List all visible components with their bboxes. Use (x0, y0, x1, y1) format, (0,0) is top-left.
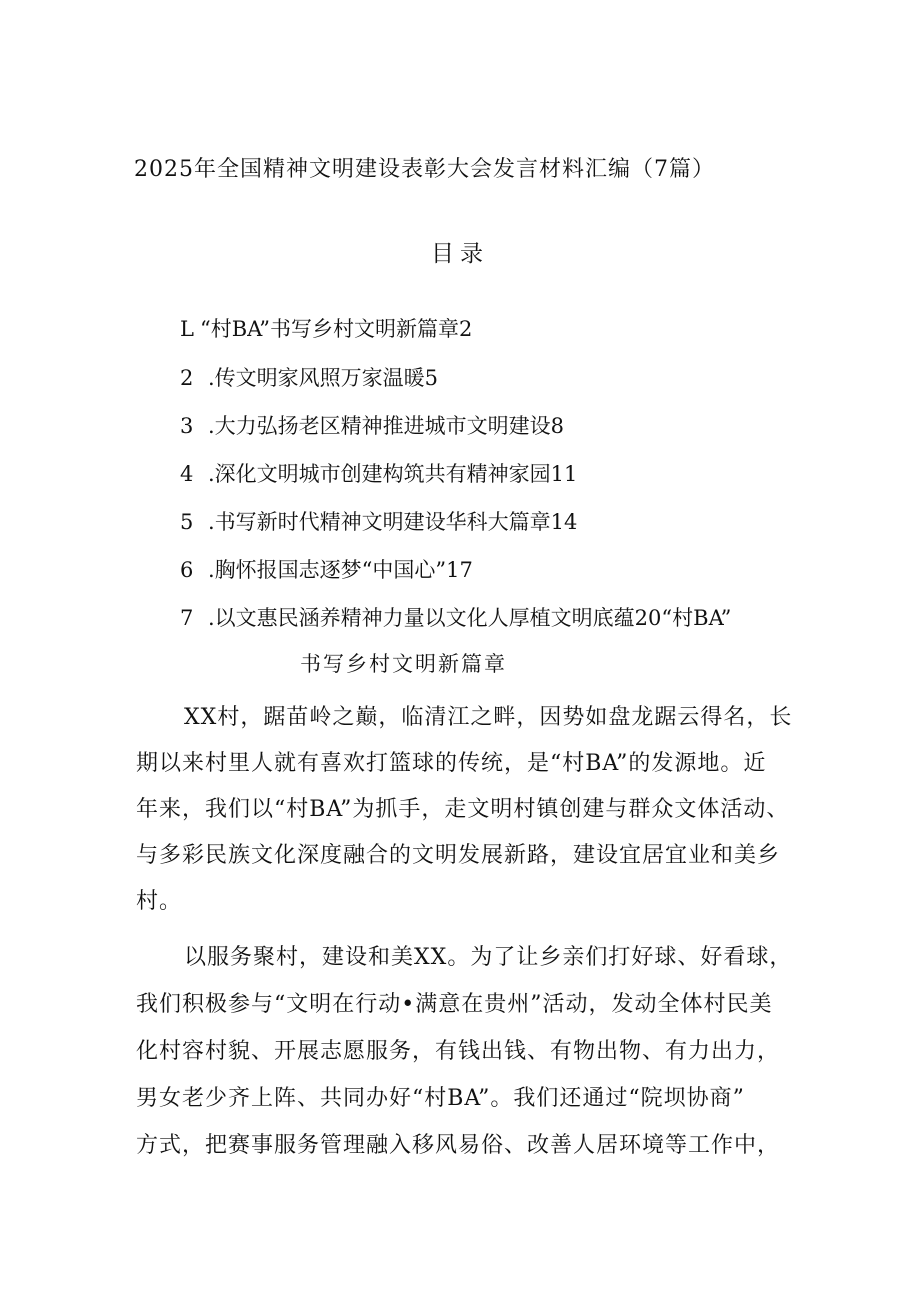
paragraph-line: 我们积极参与“文明在行动•满意在贵州”活动，发动全体村民美 (136, 992, 773, 1017)
document-title: 2025年全国精神文明建设表彰大会发言材料汇编（7篇） (134, 157, 715, 182)
paragraph-line: 化村容村貌、开展志愿服务，有钱出钱、有物出物、有力出力， (136, 1039, 781, 1064)
toc-item-number: 6 (180, 558, 194, 582)
paragraph-line: 年来，我们以“村BA”为抓手，走文明村镇创建与群众文体活动、 (136, 797, 790, 822)
paragraph-line: 男女老少齐上阵、共同办好“村BA”。我们还通过“院坝协商” (136, 1086, 745, 1111)
toc-item-number: 2 (180, 366, 194, 390)
toc-item-text: .以文惠民涵养精神力量以文化人厚植文明底蕴20“村BA” (208, 606, 732, 630)
toc-item-number: 4 (180, 462, 194, 486)
toc-item-number: L (180, 317, 194, 341)
toc-item-text: .大力弘扬老区精神推进城市文明建设8 (208, 414, 565, 438)
toc-item-text: .胸怀报国志逐梦“中国心”17 (208, 558, 473, 582)
toc-item-number: 5 (180, 510, 194, 534)
toc-item-4 (180, 458, 577, 488)
paragraph-line: 村。 (136, 889, 183, 914)
toc-item-number: 3 (180, 414, 194, 438)
toc-item-text: .书写新时代精神文明建设华科大篇章14 (208, 510, 578, 534)
paragraph-line: 方式，把赛事服务管理融入移风易俗、改善人居环境等工作中， (136, 1133, 781, 1158)
toc-item-1 (180, 313, 472, 343)
toc-item-text: .深化文明城市创建构筑共有精神家园11 (208, 462, 578, 486)
paragraph-line: XX村，踞苗岭之巅，临清江之畔，因势如盘龙踞云得名，长 (184, 705, 793, 730)
toc-item-2 (180, 362, 438, 392)
toc-item-6 (180, 554, 473, 584)
toc-item-text: “村BA”书写乡村文明新篇章2 (200, 317, 473, 341)
toc-item-3 (180, 410, 564, 440)
paragraph-line: 以服务聚村，建设和美XX。为了让乡亲们打好球、好看球， (184, 945, 793, 970)
paragraph-line: 与多彩民族文化深度融合的文明发展新路，建设宜居宜业和美乡 (136, 843, 781, 868)
toc-item-text: .传文明家风照万家温暖5 (208, 366, 439, 390)
toc-item-number: 7 (180, 606, 194, 630)
toc-heading: 目录 (431, 241, 489, 267)
toc-item-7-continuation: 书写乡村文明新篇章 (300, 652, 507, 676)
toc-item-7 (180, 602, 731, 632)
toc-item-5 (180, 506, 577, 536)
paragraph-line: 期以来村里人就有喜欢打篮球的传统，是“村BA”的发源地。近 (136, 751, 767, 776)
